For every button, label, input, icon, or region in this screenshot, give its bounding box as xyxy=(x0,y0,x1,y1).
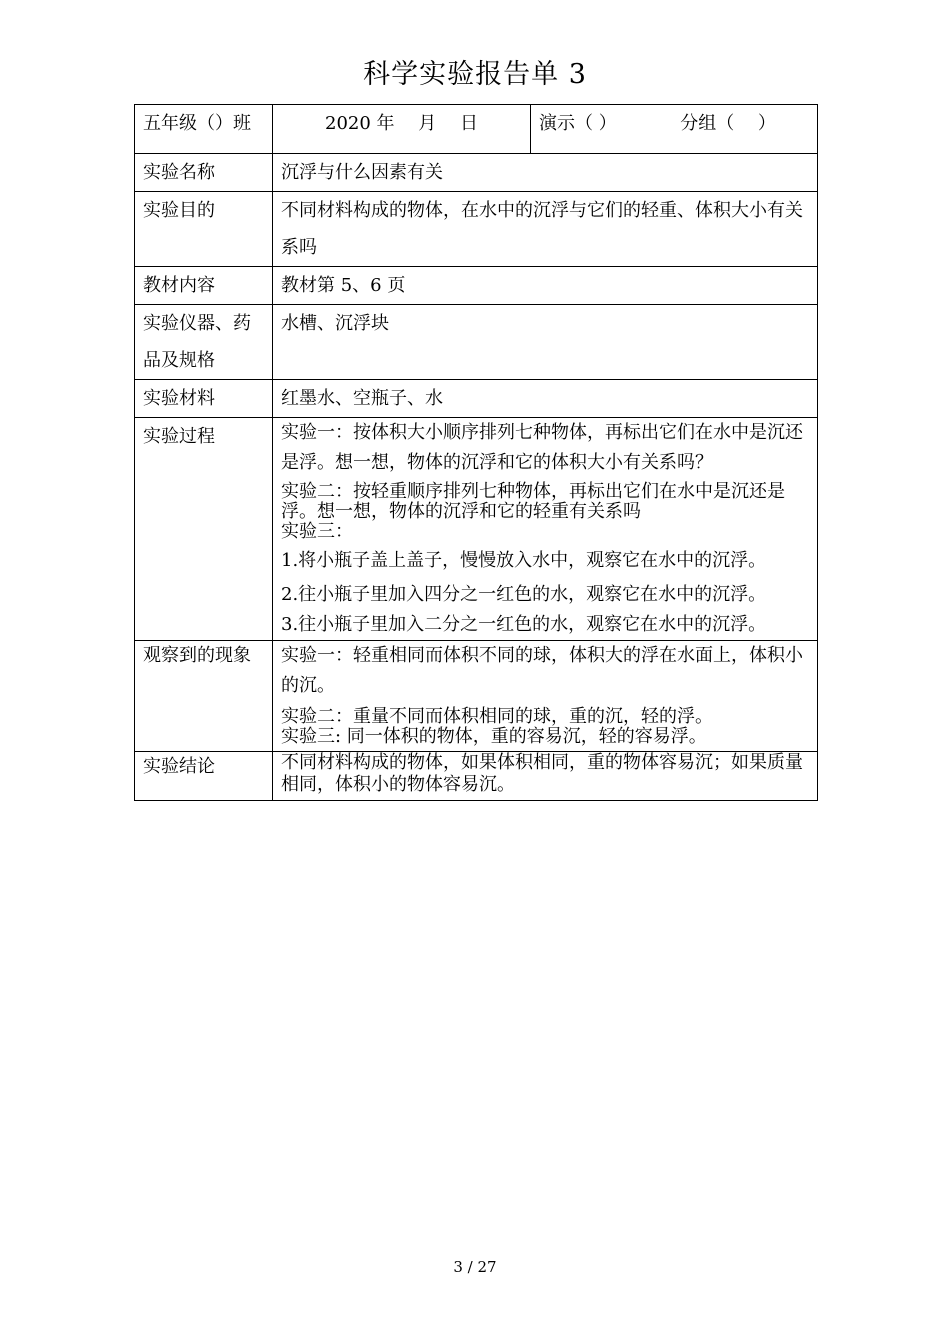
row-content: 沉浮与什么因素有关 xyxy=(273,154,818,192)
row-content: 不同材料构成的物体，在水中的沉浮与它们的轻重、体积大小有关系吗 xyxy=(273,192,818,267)
row-process xyxy=(135,418,818,641)
class-label: 五年级（）班 xyxy=(135,105,273,154)
row-instruments xyxy=(135,305,818,380)
date-field: 2020 年 月 日 xyxy=(273,105,531,154)
row-textbook-content xyxy=(135,267,818,305)
process-step-3-1: 1.将小瓶子盖上盖子，慢慢放入水中，观察它在水中的沉浮。 xyxy=(281,550,767,571)
page-title: 科学实验报告单 3 xyxy=(363,59,587,90)
demo-field: 演示（ ） xyxy=(539,113,617,134)
process-step-3-title: 实验三： xyxy=(281,521,353,542)
row-content: 教材第 5、6 页 xyxy=(273,267,818,305)
observation-2: 实验二：重量不同而体积相同的球，重的沉，轻的浮。 xyxy=(281,706,713,727)
row-conclusion xyxy=(135,752,818,801)
row-content: 红墨水、空瓶子、水 xyxy=(273,380,818,418)
row-content: 水槽、沉浮块 xyxy=(273,305,818,380)
header-row xyxy=(135,105,818,154)
observation-3: 实验三: 同一体积的物体，重的容易沉，轻的容易浮。 xyxy=(281,726,707,747)
demo-group-cell xyxy=(531,105,818,154)
row-observations xyxy=(135,641,818,752)
process-step-2: 实验二：按轻重顺序排列七种物体，再标出它们在水中是沉还是浮。想一想，物体的沉浮和它的轻重有关系吗 xyxy=(281,481,785,522)
row-label: 观察到的现象 xyxy=(135,641,273,752)
row-label: 实验目的 xyxy=(135,192,273,267)
row-content xyxy=(273,752,818,801)
row-experiment-purpose xyxy=(135,192,818,267)
row-label: 实验名称 xyxy=(135,154,273,192)
row-experiment-name xyxy=(135,154,818,192)
conclusion-text: 不同材料构成的物体，如果体积相同，重的物体容易沉；如果质量相同，体积小的物体容易沉。 xyxy=(281,752,803,795)
row-materials xyxy=(135,380,818,418)
process-step-3-2: 2.往小瓶子里加入四分之一红色的水，观察它在水中的沉浮。 xyxy=(281,584,767,605)
row-label: 教材内容 xyxy=(135,267,273,305)
process-step-1: 实验一：按体积大小顺序排列七种物体，再标出它们在水中是沉还是浮。想一想，物体的沉浮和它的体积大小有关系吗？ xyxy=(281,422,803,473)
page-number: 3 / 27 xyxy=(453,1258,497,1276)
process-step-3-3: 3.往小瓶子里加入二分之一红色的水，观察它在水中的沉浮。 xyxy=(281,614,767,635)
row-content xyxy=(273,418,818,641)
group-field: 分组（ ） xyxy=(680,113,776,134)
row-label: 实验仪器、药品及规格 xyxy=(135,305,273,380)
report-table xyxy=(134,104,818,801)
row-label: 实验过程 xyxy=(135,418,273,641)
row-label: 实验材料 xyxy=(135,380,273,418)
row-content xyxy=(273,641,818,752)
row-label: 实验结论 xyxy=(135,752,273,801)
observation-1: 实验一：轻重相同而体积不同的球，体积大的浮在水面上，体积小的沉。 xyxy=(281,645,803,696)
